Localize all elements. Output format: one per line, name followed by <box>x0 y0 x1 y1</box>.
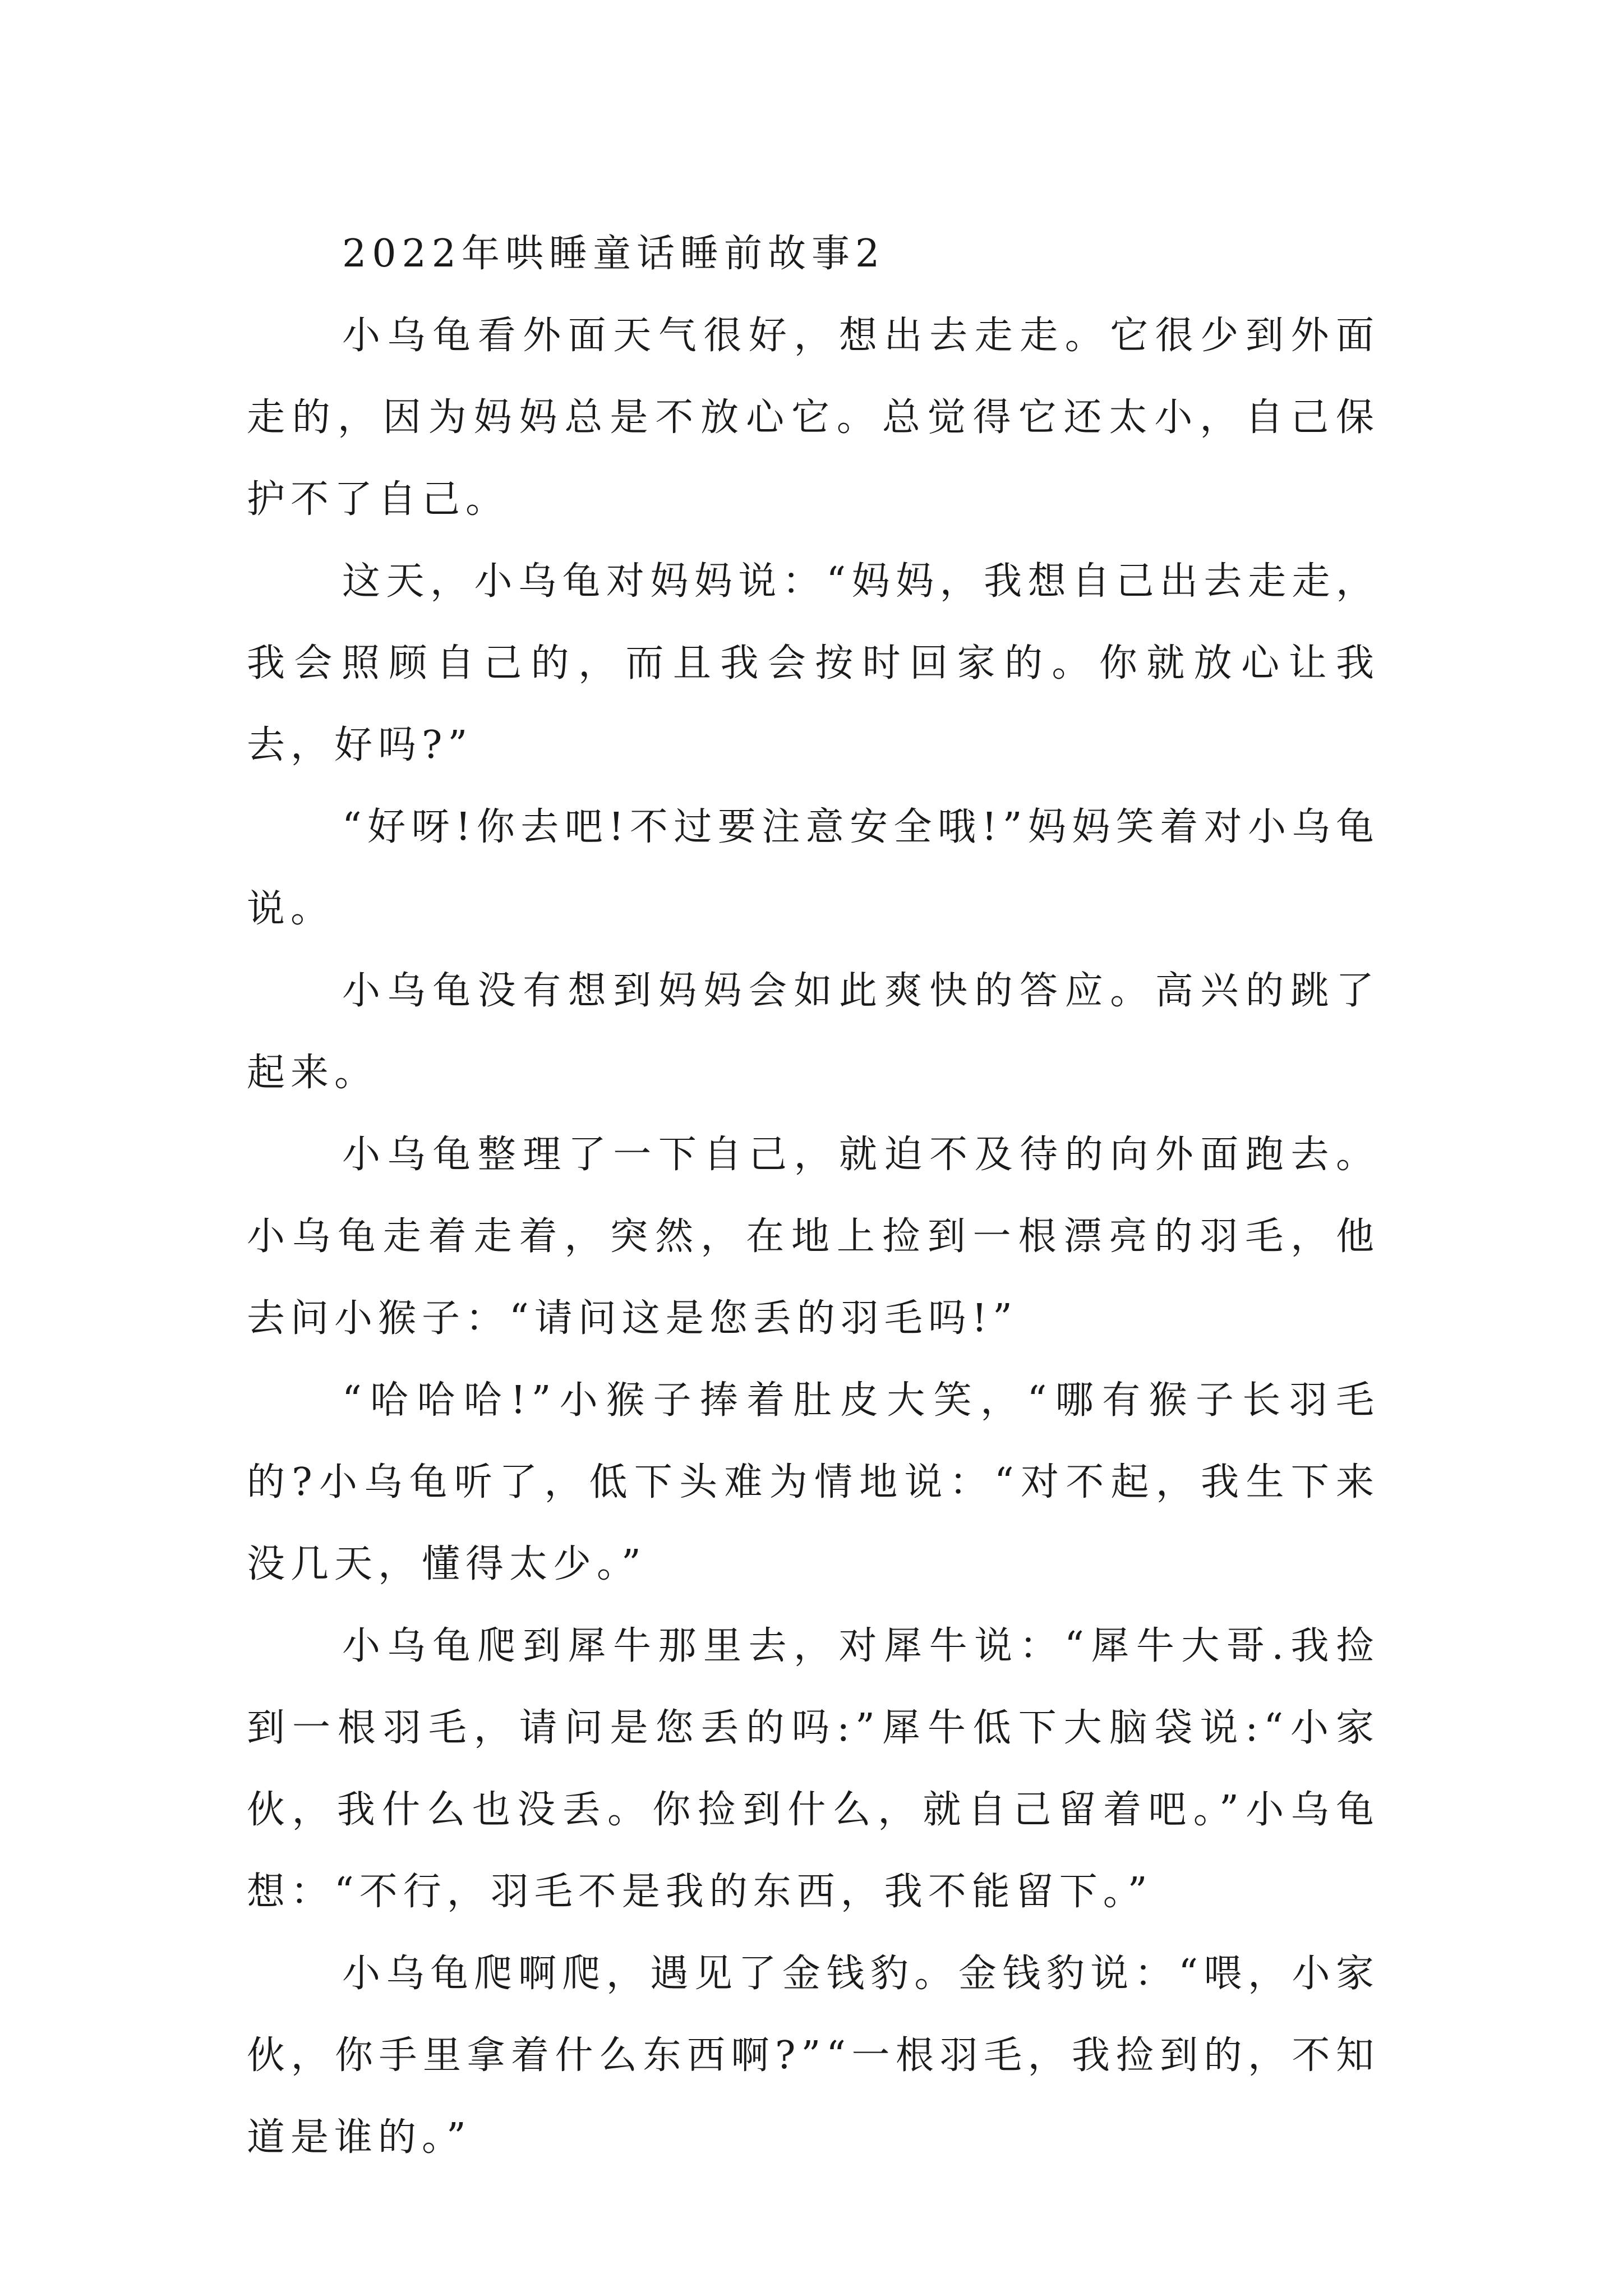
paragraph: “哈哈哈!”小猴子捧着肚皮大笑，“哪有猴子长羽毛的?小乌龟听了，低下头难为情地说：“对不起，我生下来没几天，懂得太少。” <box>247 1378 1380 1586</box>
paragraph: “好呀!你去吧!不过要注意安全哦!”妈妈笑着对小乌龟说。 <box>247 805 1380 931</box>
paragraph: 小乌龟没有想到妈妈会如此爽快的答应。高兴的跳了起来。 <box>247 969 1380 1095</box>
paragraph: 小乌龟看外面天气很好，想出去走走。它很少到外面走的，因为妈妈总是不放心它。总觉得它还太小，自己保护不了自己。 <box>247 314 1380 522</box>
document-body <box>247 213 1380 2179</box>
paragraph: 小乌龟爬啊爬，遇见了金钱豹。金钱豹说：“喂，小家伙，你手里拿着什么东西啊?”“一根羽毛，我捡到的，不知道是谁的。” <box>247 1952 1380 2160</box>
paragraph: 小乌龟整理了一下自己，就迫不及待的向外面跑去。小乌龟走着走着，突然，在地上捡到一根漂亮的羽毛，他去问小猴子：“请问这是您丢的羽毛吗!” <box>247 1133 1380 1341</box>
paragraph: 这天，小乌龟对妈妈说：“妈妈，我想自己出去走走，我会照顾自己的，而且我会按时回家的。你就放心让我去，好吗?” <box>247 559 1380 767</box>
document-title: 2022年哄睡童话睡前故事2 <box>342 232 886 276</box>
paragraph: 小乌龟爬到犀牛那里去，对犀牛说：“犀牛大哥.我捡到一根羽毛，请问是您丢的吗:”犀牛低下大脑袋说:“小家伙，我什么也没丢。你捡到什么，就自己留着吧。”小乌龟想：“不行，羽毛不是我的东西，我不能留下。” <box>247 1624 1380 1914</box>
